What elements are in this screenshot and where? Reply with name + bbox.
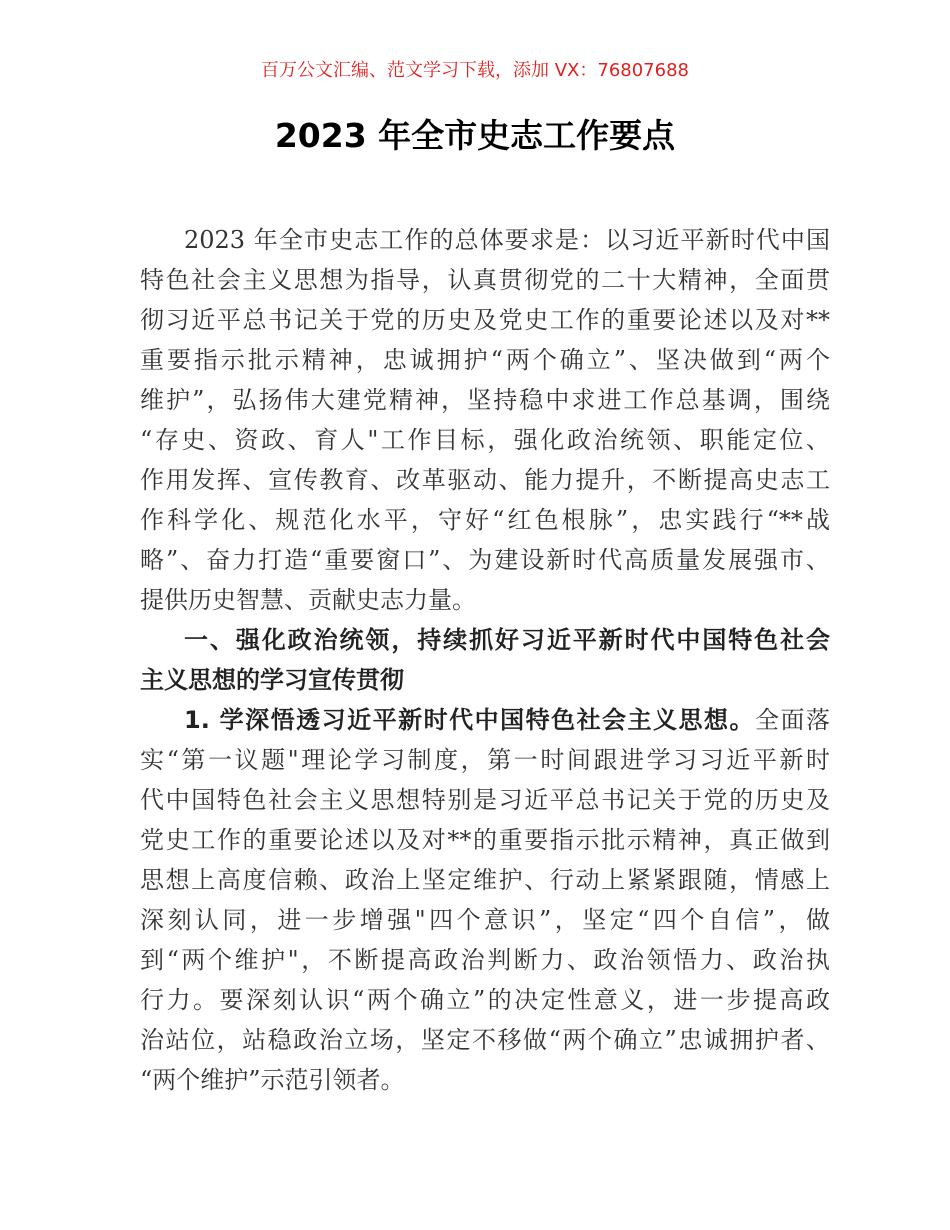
paragraph-line (140, 700, 830, 740)
document-body (140, 220, 830, 1100)
paragraph-line: 彻习近平总书记关于党的历史及党史工作的重要论述以及对** (140, 306, 830, 334)
paragraph-line: 维护”，弘扬伟大建党精神，坚持稳中求进工作总基调，围绕 (140, 386, 830, 414)
paragraph-line: “存史、资政、育人"工作目标，强化政治统领、职能定位、 (140, 426, 830, 454)
paragraph-line: 思想上高度信赖、政治上坚定维护、行动上紧紧跟随，情感上 (140, 866, 830, 894)
item-lead: 1. 学深悟透习近平新时代中国特色社会主义思想。 (184, 706, 756, 734)
paragraph-line: 到“两个维护"，不断提高政治判断力、政治领悟力、政治执 (140, 946, 830, 974)
paragraph-line: 2023 年全市史志工作的总体要求是：以习近平新时代中国 (184, 226, 830, 254)
document-title: 2023 年全市史志工作要点 (274, 116, 676, 155)
paragraph-line: 作用发挥、宣传教育、改革驱动、能力提升，不断提高史志工 (140, 466, 830, 494)
paragraph-line: 提供历史智慧、贡献史志力量。 (140, 586, 476, 614)
heading-line: 主义思想的学习宣传贯彻 (140, 666, 404, 694)
heading-line: 一、强化政治统领，持续抓好习近平新时代中国特色社会 (184, 626, 830, 654)
watermark-banner: 百万公文汇编、范文学习下载，添加 VX：76807688 (261, 60, 689, 81)
paragraph-line: 代中国特色社会主义思想特别是习近平总书记关于党的历史及 (140, 786, 830, 814)
paragraph-line: 特色社会主义思想为指导，认真贯彻党的二十大精神，全面贯 (140, 266, 830, 294)
intro-paragraph (140, 220, 830, 620)
paragraph-line: 实“第一议题"理论学习制度，第一时间跟进学习习近平新时 (140, 746, 830, 774)
paragraph-line: 略”、奋力打造“重要窗口”、为建设新时代高质量发展强市、 (140, 546, 830, 574)
paragraph-line: 深刻认同，进一步增强"四个意识”，坚定“四个自信”，做 (140, 906, 830, 934)
item-text: 全面落 (755, 706, 831, 734)
paragraph-line: 行力。要深刻认识“两个确立”的决定性意义，进一步提高政 (140, 986, 830, 1014)
item-1-paragraph (140, 700, 830, 1100)
paragraph-line: 重要指示批示精神，忠诚拥护“两个确立”、坚决做到“两个 (140, 346, 830, 374)
section-heading (140, 620, 830, 700)
paragraph-line: “两个维护”示范引领者。 (140, 1066, 405, 1094)
paragraph-line: 治站位，站稳政治立场，坚定不移做“两个确立”忠诚拥护者、 (140, 1026, 830, 1054)
paragraph-line: 作科学化、规范化水平，守好“红色根脉”，忠实践行“**战 (140, 506, 830, 534)
paragraph-line: 党史工作的重要论述以及对**的重要指示批示精神，真正做到 (140, 826, 830, 854)
